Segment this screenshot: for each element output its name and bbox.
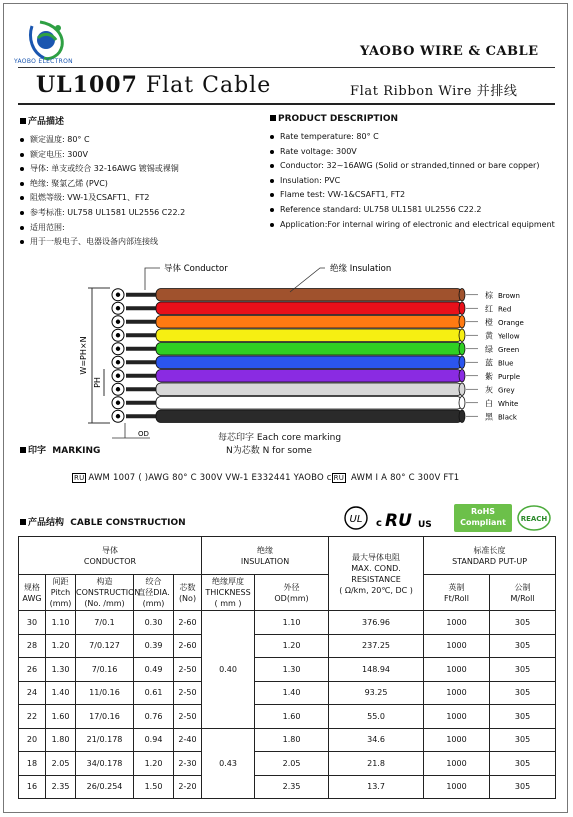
marking-text: RU AWM 1007 ( )AWG 80° C 300V VW-1 E332441 YAOBO c RU AWM I A 80° C 300V FT1 — [74, 473, 460, 483]
wire-color-en: Blue — [498, 359, 514, 368]
cell-awg: 24 — [19, 681, 46, 705]
od-label: OD — [138, 430, 149, 438]
conductor-core — [116, 360, 120, 364]
rohs-compliant-icon — [454, 504, 512, 532]
cell-cores: 2-60 — [174, 634, 202, 658]
exposed-conductor — [126, 347, 156, 351]
exposed-conductor — [126, 306, 156, 310]
spec-item: Application:For internal wiring of electronic and electrical equipment — [270, 218, 555, 233]
conductor-core — [116, 387, 120, 391]
cell-construction: 26/0.254 — [76, 775, 134, 799]
page-subtitle: Flat Ribbon Wire 并排线 — [350, 84, 518, 99]
wire-color-en: Yellow — [498, 332, 520, 341]
svg-text:UL: UL — [349, 514, 363, 525]
header-awg: 规格 AWG — [19, 575, 46, 611]
exposed-conductor — [126, 360, 156, 364]
conductor-core — [116, 374, 120, 378]
cell-ft-roll: 1000 — [424, 728, 490, 752]
exposed-conductor — [126, 401, 156, 405]
table-row — [19, 728, 556, 752]
cert-us-text: US — [418, 520, 432, 530]
cell-od: 2.05 — [255, 752, 329, 776]
conductor-core — [116, 333, 120, 337]
certifications — [342, 500, 554, 536]
spec-item: Reference standard: UL758 UL1581 UL2556 C22.2 — [270, 203, 555, 218]
header-od: 外径 OD(mm) — [255, 575, 329, 611]
conductor-leader — [145, 268, 160, 290]
cell-diameter: 0.30 — [134, 611, 174, 635]
cell-od: 1.30 — [255, 658, 329, 682]
conductor-core — [116, 401, 120, 405]
conductor-core — [116, 320, 120, 324]
spec-item: 额定电压: 300V — [20, 148, 260, 163]
wire-color-en: Black — [498, 413, 517, 422]
cell-construction: 34/0.178 — [76, 752, 134, 776]
wire-end — [459, 302, 465, 315]
wire-color-cn: 黄 — [485, 331, 493, 341]
wire-color-cn: 紫 — [485, 371, 493, 381]
cell-ft-roll: 1000 — [424, 681, 490, 705]
conductor-core — [116, 293, 120, 297]
wire-color-en: Purple — [498, 372, 521, 381]
wire-end — [459, 370, 465, 383]
cell-awg: 22 — [19, 705, 46, 729]
wire-end — [459, 316, 465, 329]
wire-color-cn: 黑 — [485, 412, 493, 422]
wire-color-en: Brown — [498, 291, 520, 300]
cell-od: 1.80 — [255, 728, 329, 752]
cru-us-icon — [376, 511, 432, 531]
wire-end — [459, 343, 465, 356]
header-thickness: 绝缘厚度 THICKNESS ( mm ) — [202, 575, 255, 611]
cell-resistance: 21.8 — [329, 752, 424, 776]
cell-m-roll: 305 — [490, 705, 556, 729]
cell-m-roll: 305 — [490, 681, 556, 705]
wire-color-cn: 棕 — [485, 290, 493, 300]
conductor-core — [116, 306, 120, 310]
table-row — [19, 634, 556, 658]
wire-color-cn: 白 — [485, 398, 493, 408]
exposed-conductor — [126, 333, 156, 337]
cell-pitch: 1.10 — [46, 611, 76, 635]
cell-awg: 18 — [19, 752, 46, 776]
cell-pitch: 1.40 — [46, 681, 76, 705]
wire-green — [156, 343, 462, 356]
pitch-label: PH — [93, 377, 102, 388]
cell-od: 1.10 — [255, 611, 329, 635]
spec-item: Rate temperature: 80° C — [270, 130, 555, 145]
cell-cores: 2-50 — [174, 681, 202, 705]
marking-label: 印字 MARKING — [20, 443, 100, 456]
table-row — [19, 705, 556, 729]
wire-grey — [156, 383, 462, 396]
cell-od: 1.20 — [255, 634, 329, 658]
spec-item: 绝缘: 聚氯乙烯 (PVC) — [20, 177, 260, 192]
cell-m-roll: 305 — [490, 775, 556, 799]
cell-m-roll: 305 — [490, 658, 556, 682]
core-marking-line2: N为芯数 N for some — [226, 446, 312, 456]
cell-awg: 16 — [19, 775, 46, 799]
construction-table-body — [19, 611, 556, 799]
cell-pitch: 1.60 — [46, 705, 76, 729]
spec-item: 额定温度: 80° C — [20, 133, 260, 148]
cell-od: 2.35 — [255, 775, 329, 799]
cell-construction: 7/0.16 — [76, 658, 134, 682]
spec-item: 阻燃等级: VW-1及CSAFT1、FT2 — [20, 191, 260, 206]
wire-color-en: Grey — [498, 386, 515, 395]
wire-brown — [156, 289, 462, 302]
cell-resistance: 93.25 — [329, 681, 424, 705]
wire-color-en: Green — [498, 345, 520, 354]
core-marking-line1: 每芯印字 Each core marking — [218, 433, 342, 443]
table-row — [19, 611, 556, 635]
wire-color-en: Orange — [498, 318, 524, 327]
wire-color-cn: 橙 — [485, 317, 493, 327]
wire-color-cn: 红 — [485, 304, 493, 314]
spec-item: Insulation: PVC — [270, 174, 555, 189]
wire-color-cn: 绿 — [485, 344, 493, 354]
cell-resistance: 34.6 — [329, 728, 424, 752]
cell-ft-roll: 1000 — [424, 658, 490, 682]
svg-text:RU: RU — [385, 511, 412, 531]
ul-circle-icon — [345, 507, 367, 529]
cell-pitch: 1.80 — [46, 728, 76, 752]
conductor-core — [116, 414, 120, 418]
cell-awg: 26 — [19, 658, 46, 682]
construction-table — [18, 536, 556, 799]
wire-blue — [156, 356, 462, 369]
wire-end — [459, 329, 465, 342]
spec-item: Rate voltage: 300V — [270, 145, 555, 160]
square-bullet-icon — [20, 447, 26, 453]
cell-awg: 28 — [19, 634, 46, 658]
insulation-label: 绝缘 Insulation — [330, 264, 392, 274]
exposed-conductor — [126, 320, 156, 324]
wire-white — [156, 397, 462, 410]
cell-construction: 11/0.16 — [76, 681, 134, 705]
cell-awg: 30 — [19, 611, 46, 635]
cell-diameter: 0.39 — [134, 634, 174, 658]
wire-orange — [156, 316, 462, 329]
en-description-title: PRODUCT DESCRIPTION — [270, 114, 555, 124]
logo-text: YAOBO ELECTRON — [14, 58, 73, 65]
cell-construction: 7/0.1 — [76, 611, 134, 635]
cell-pitch: 2.05 — [46, 752, 76, 776]
cell-m-roll: 305 — [490, 752, 556, 776]
square-bullet-icon — [20, 519, 26, 525]
cell-cores: 2-40 — [174, 728, 202, 752]
cell-diameter: 0.94 — [134, 728, 174, 752]
title-model: UL1007 — [36, 72, 138, 98]
cell-diameter: 0.61 — [134, 681, 174, 705]
ul-recognized-icon: RU — [333, 474, 345, 482]
cell-ft-roll: 1000 — [424, 752, 490, 776]
cell-od: 1.40 — [255, 681, 329, 705]
exposed-conductor — [126, 374, 156, 378]
spec-item: 用于一般电子、电器设备内部连接线 — [20, 235, 260, 250]
spec-item: 参考标准: UL758 UL1581 UL2556 C22.2 — [20, 206, 260, 221]
cell-cores: 2-50 — [174, 705, 202, 729]
wire-end — [459, 410, 465, 423]
cell-resistance: 13.7 — [329, 775, 424, 799]
cell-m-roll: 305 — [490, 611, 556, 635]
header-putup: 标准长度 STANDARD PUT-UP — [424, 537, 556, 575]
cell-m-roll: 305 — [490, 634, 556, 658]
conductor-label: 导体 Conductor — [164, 264, 228, 274]
wire-purple — [156, 370, 462, 383]
company-name: YAOBO WIRE & CABLE — [360, 44, 539, 59]
title-rest: Flat Cable — [137, 73, 272, 98]
exposed-conductor — [126, 293, 156, 297]
spec-item: Flame test: VW-1&CSAFT1, FT2 — [270, 188, 555, 203]
cell-thickness: 0.40 — [202, 611, 255, 729]
cn-description-title: 产品描述 — [20, 114, 260, 127]
cell-pitch: 2.35 — [46, 775, 76, 799]
spec-item: Conductor: 32~16AWG (Solid or stranded,tinned or bare copper) — [270, 159, 555, 174]
cell-ft-roll: 1000 — [424, 611, 490, 635]
cell-cores: 2-30 — [174, 752, 202, 776]
wire-color-cn: 蓝 — [485, 358, 493, 368]
table-row — [19, 775, 556, 799]
cell-cores: 2-50 — [174, 658, 202, 682]
cell-cores: 2-60 — [174, 611, 202, 635]
svg-text:Compliant: Compliant — [460, 518, 506, 527]
cell-ft-roll: 1000 — [424, 775, 490, 799]
cell-od: 1.60 — [255, 705, 329, 729]
spec-item: 适用范围: — [20, 221, 260, 236]
width-label: W=PH×N — [79, 336, 88, 375]
cell-construction: 7/0.127 — [76, 634, 134, 658]
wire-color-cn: 灰 — [485, 385, 493, 395]
wire-red — [156, 302, 462, 315]
header-insulation: 绝缘 INSULATION — [202, 537, 329, 575]
svg-text:c: c — [376, 518, 382, 529]
cell-resistance: 237.25 — [329, 634, 424, 658]
construction-title: 产品结构 CABLE CONSTRUCTION — [20, 515, 186, 528]
header-cores: 芯数 (No) — [174, 575, 202, 611]
cell-ft-roll: 1000 — [424, 705, 490, 729]
core-marking-note — [218, 432, 341, 458]
wire-yellow — [156, 329, 462, 342]
cell-diameter: 1.50 — [134, 775, 174, 799]
cell-construction: 17/0.16 — [76, 705, 134, 729]
cell-cores: 2-20 — [174, 775, 202, 799]
svg-text:RoHS: RoHS — [470, 507, 496, 516]
header-resistance: 最大导体电阻 MAX. COND. RESISTANCE ( Ω/km, 20℃, DC ) — [329, 537, 424, 611]
table-row — [19, 658, 556, 682]
wire-color-en: Red — [498, 305, 512, 314]
cell-pitch: 1.20 — [46, 634, 76, 658]
exposed-conductor — [126, 414, 156, 418]
header-m-roll: 公制 M/Roll — [490, 575, 556, 611]
table-row — [19, 681, 556, 705]
exposed-conductor — [126, 387, 156, 391]
cell-thickness: 0.43 — [202, 728, 255, 799]
header-pitch: 间距 Pitch (mm) — [46, 575, 76, 611]
cell-diameter: 1.20 — [134, 752, 174, 776]
header-ft-roll: 英制 Ft/Roll — [424, 575, 490, 611]
cell-m-roll: 305 — [490, 728, 556, 752]
conductor-core — [116, 347, 120, 351]
wire-end — [459, 289, 465, 302]
reach-text: REACH — [520, 515, 548, 523]
reach-icon — [518, 506, 550, 530]
cell-ft-roll: 1000 — [424, 634, 490, 658]
header-conductor: 导体 CONDUCTOR — [19, 537, 202, 575]
wire-color-en: White — [498, 399, 519, 408]
cell-resistance: 55.0 — [329, 705, 424, 729]
cell-awg: 20 — [19, 728, 46, 752]
header-construction: 构造 CONSTRUCTION (No. /mm) — [76, 575, 134, 611]
cell-pitch: 1.30 — [46, 658, 76, 682]
cell-diameter: 0.76 — [134, 705, 174, 729]
header-diameter: 绞合 直径DIA. (mm) — [134, 575, 174, 611]
wire-end — [459, 383, 465, 396]
cell-resistance: 148.94 — [329, 658, 424, 682]
wire-end — [459, 397, 465, 410]
table-row — [19, 752, 556, 776]
spec-item: 导体: 单支或绞合 32-16AWG 镀锡或裸铜 — [20, 162, 260, 177]
wire-end — [459, 356, 465, 369]
cell-construction: 21/0.178 — [76, 728, 134, 752]
cell-diameter: 0.49 — [134, 658, 174, 682]
cell-resistance: 376.96 — [329, 611, 424, 635]
ul-recognized-icon: RU — [74, 474, 85, 482]
wire-black — [156, 410, 462, 423]
